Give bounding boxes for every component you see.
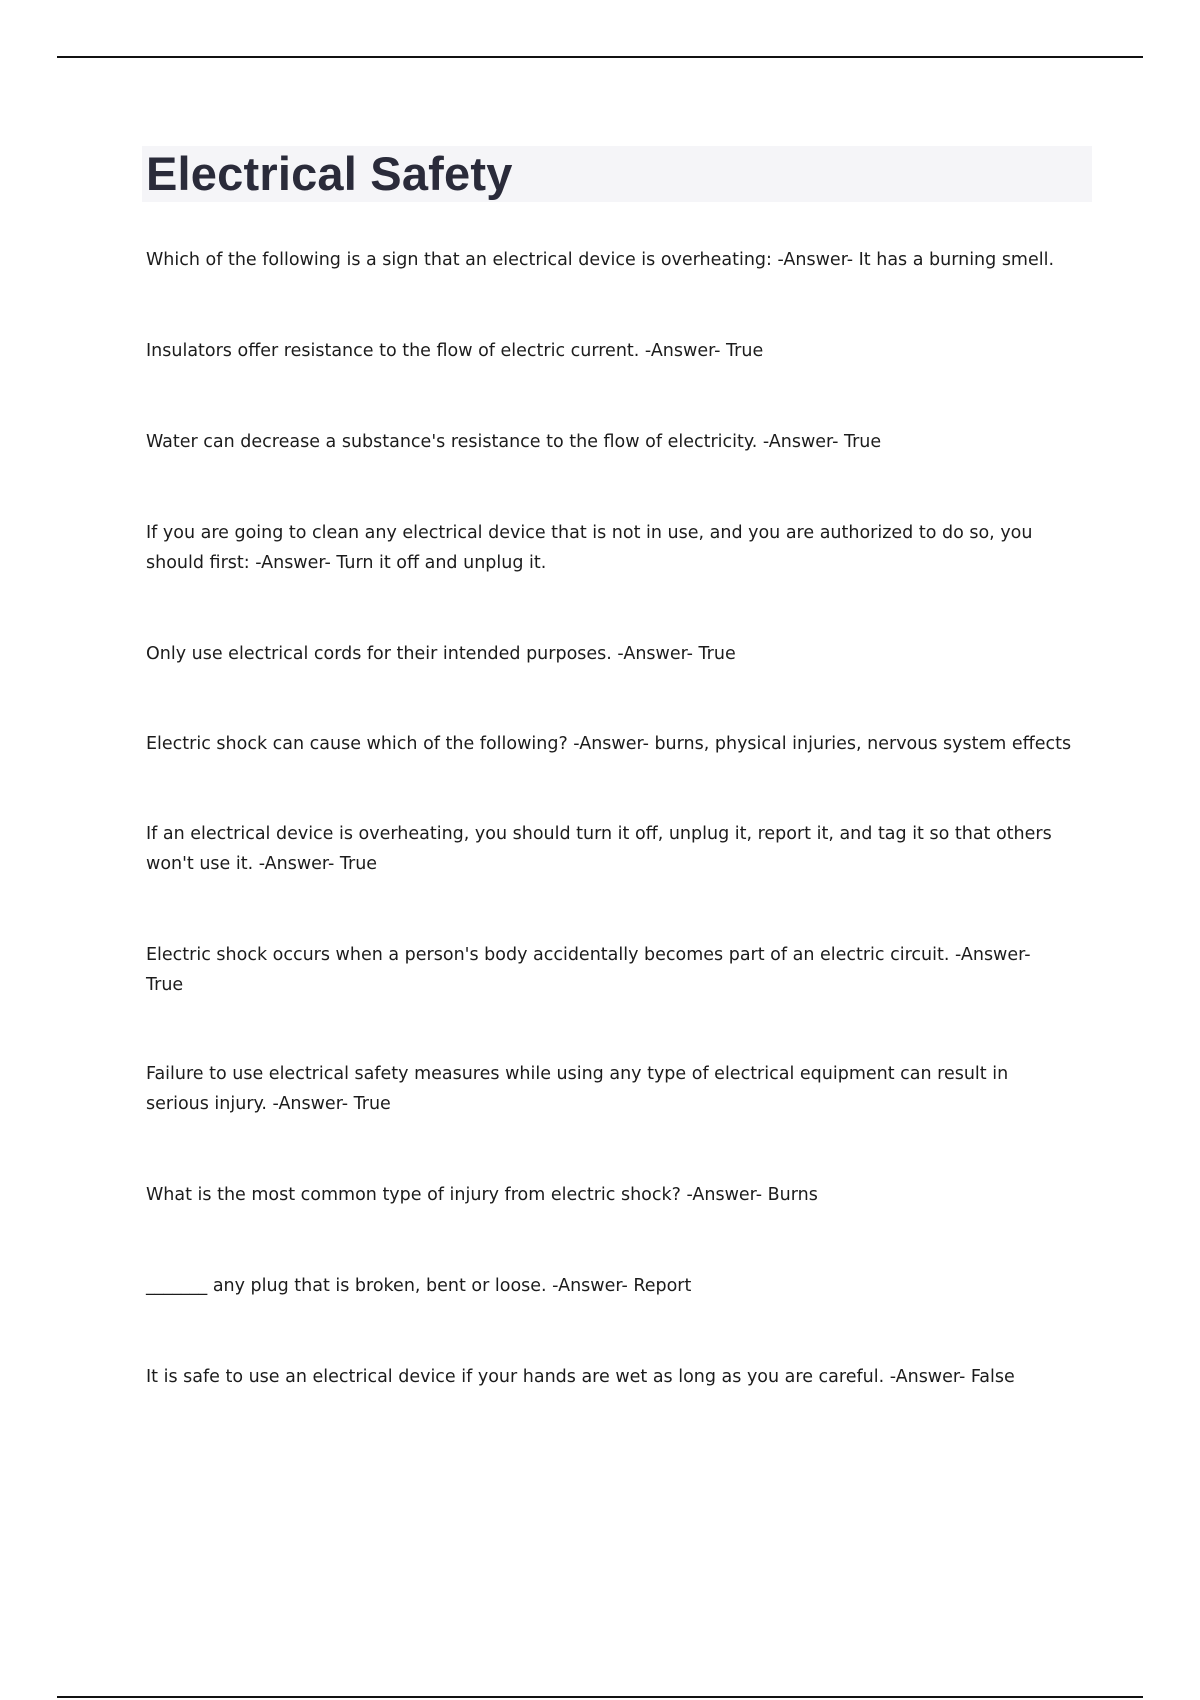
- qa-item-1: Which of the following is a sign that an electrical device is overheating: -Answer- It has a burning smell.: [146, 250, 1055, 270]
- top-divider: [57, 56, 1143, 58]
- qa-item-3: Water can decrease a substance's resistance to the flow of electricity. -Answer- True: [146, 432, 882, 452]
- qa-item-2: Insulators offer resistance to the flow of electric current. -Answer- True: [146, 341, 764, 361]
- qa-item-11: _______ any plug that is broken, bent or loose. -Answer- Report: [146, 1276, 692, 1296]
- qa-item-5: Only use electrical cords for their intended purposes. -Answer- True: [146, 644, 736, 664]
- qa-item-9: Failure to use electrical safety measures while using any type of electrical equipment can result in serious injury. -Answer- True: [146, 1064, 1009, 1114]
- qa-item-10: What is the most common type of injury from electric shock? -Answer- Burns: [146, 1185, 818, 1205]
- qa-item-4: If you are going to clean any electrical device that is not in use, and you are authorized to do so, you should first: -Answer- Turn it off and unplug it.: [146, 523, 1033, 573]
- qa-item-7: If an electrical device is overheating, you should turn it off, unplug it, report it, and tag it so that others won't use it. -Answer- True: [146, 824, 1052, 874]
- qa-item-6: Electric shock can cause which of the following? -Answer- burns, physical injuries, nervous system effects: [146, 734, 1072, 754]
- qa-item-12: It is safe to use an electrical device if your hands are wet as long as you are careful. -Answer- False: [146, 1367, 1015, 1387]
- bottom-divider: [57, 1696, 1143, 1698]
- qa-item-8: Electric shock occurs when a person's body accidentally becomes part of an electric circuit. -Answer- True: [146, 945, 1031, 995]
- page-title: Electrical Safety: [146, 147, 513, 200]
